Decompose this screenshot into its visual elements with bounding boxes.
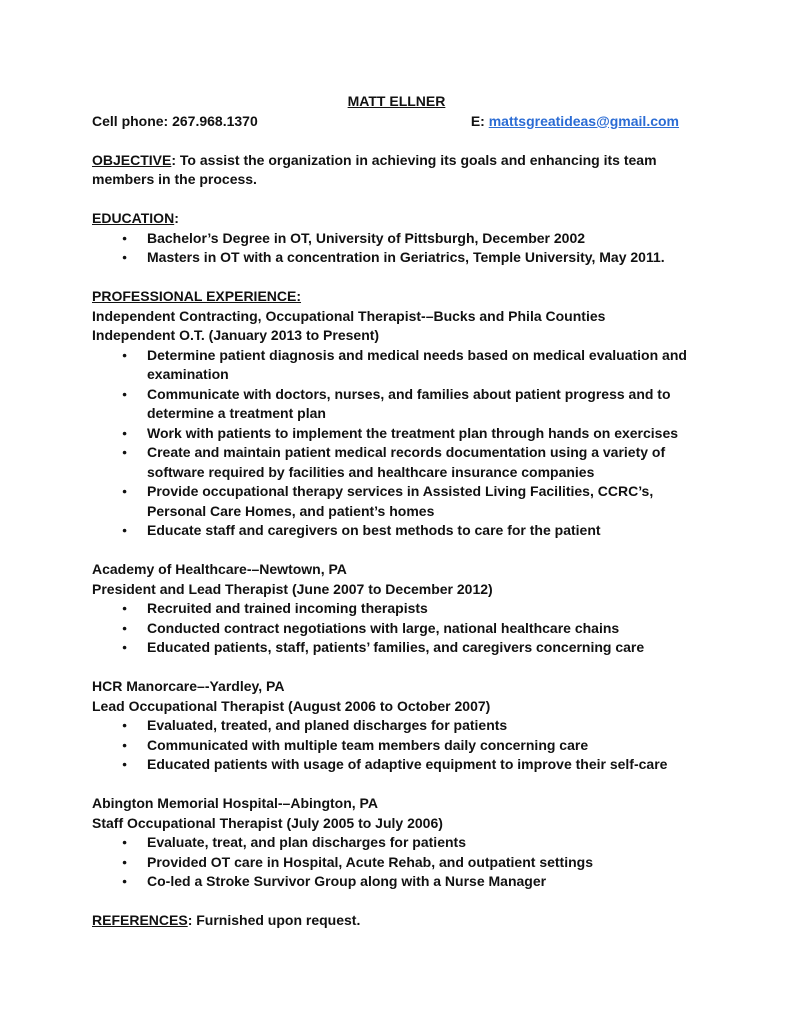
job-bullet xyxy=(92,482,701,521)
bullet-dot-icon xyxy=(120,619,147,639)
job-bullet xyxy=(92,619,701,639)
objective-text: : To assist the organization in achieving its goals and enhancing its team members in the process. xyxy=(92,151,657,187)
job-bullet xyxy=(92,521,701,541)
bullet-dot-icon xyxy=(120,833,147,853)
education-item xyxy=(92,229,701,249)
bullet-dot-icon xyxy=(120,872,147,892)
bullet-dot-icon xyxy=(120,248,147,268)
job-bullet-text: Evaluated, treated, and planed discharges for patients xyxy=(147,717,508,733)
bullet-dot-icon xyxy=(120,716,147,736)
job-bullet-text: Co-led a Stroke Survivor Group along with a Nurse Manager xyxy=(147,873,547,889)
education-heading-line xyxy=(92,209,701,229)
job-bullet-text: Educated patients with usage of adaptive equipment to improve their self-care xyxy=(147,756,668,772)
spacer xyxy=(92,658,701,678)
references-heading: REFERENCES xyxy=(92,912,188,928)
job-bullet xyxy=(92,755,701,775)
job-company: Academy of Healthcare-–Newtown, PA xyxy=(92,561,347,577)
email-group xyxy=(471,112,679,132)
bullet-dot-icon xyxy=(120,521,147,541)
job-bullet xyxy=(92,716,701,736)
spacer xyxy=(92,541,701,561)
job-company: Abington Memorial Hospital-–Abington, PA xyxy=(92,795,378,811)
job-bullet-text: Educate staff and caregivers on best methods to care for the patient xyxy=(147,522,601,538)
objective-heading: OBJECTIVE xyxy=(92,151,172,168)
job-company: HCR Manorcare–-Yardley, PA xyxy=(92,678,285,694)
job-bullet xyxy=(92,385,701,424)
job-bullet xyxy=(92,599,701,619)
job-bullet-text: Create and maintain patient medical records documentation using a variety of software required by facilities and healthcare insurance companies xyxy=(147,444,666,480)
page-title: MATT ELLNER xyxy=(347,93,446,109)
education-heading: EDUCATION xyxy=(92,210,175,226)
job-role: Independent O.T. (January 2013 to Present) xyxy=(92,327,380,343)
education-item-text: Masters in OT with a concentration in Geriatrics, Temple University, May 2011. xyxy=(147,249,665,265)
spacer xyxy=(92,131,701,151)
job-bullet xyxy=(92,872,701,892)
bullet-dot-icon xyxy=(120,229,147,249)
spacer xyxy=(92,190,701,210)
job-bullet xyxy=(92,853,701,873)
cell-phone: Cell phone: 267.968.1370 xyxy=(92,112,258,129)
job-bullet-text: Work with patients to implement the treatment plan through hands on exercises xyxy=(147,424,679,441)
bullet-dot-icon xyxy=(120,443,147,463)
bullet-dot-icon xyxy=(120,736,147,756)
job-bullet xyxy=(92,638,701,658)
job-bullet-text: Educated patients, staff, patients’ families, and caregivers concerning care xyxy=(147,639,645,655)
spacer xyxy=(92,268,701,288)
bullet-dot-icon xyxy=(120,385,147,405)
job-bullet-text: Conducted contract negotiations with large, national healthcare chains xyxy=(147,619,620,636)
bullet-dot-icon xyxy=(120,482,147,502)
job-bullet xyxy=(92,833,701,853)
job-bullet xyxy=(92,443,701,482)
bullet-dot-icon xyxy=(120,853,147,873)
references-text: : Furnished upon request. xyxy=(187,912,361,928)
job-bullet-text: Provide occupational therapy services in Assisted Living Facilities, CCRC’s, Personal Care Homes, and patient’s homes xyxy=(147,483,654,519)
job-role: Lead Occupational Therapist (August 2006 to October 2007) xyxy=(92,697,491,714)
job-bullet-text: Communicated with multiple team members daily concerning care xyxy=(147,736,589,753)
bullet-dot-icon xyxy=(120,346,147,366)
job-bullet xyxy=(92,346,701,385)
job-bullet-text: Provided OT care in Hospital, Acute Rehab, and outpatient settings xyxy=(147,853,593,870)
education-colon: : xyxy=(174,210,179,226)
contact-row xyxy=(92,112,701,132)
job-company: Independent Contracting, Occupational Therapist-–Bucks and Phila Counties xyxy=(92,307,606,324)
job-bullet xyxy=(92,424,701,444)
email-prefix: E: xyxy=(470,112,489,129)
job-bullet-text: Determine patient diagnosis and medical needs based on medical evaluation and examination xyxy=(147,346,687,382)
bullet-dot-icon xyxy=(120,424,147,444)
bullet-dot-icon xyxy=(120,638,147,658)
email-link[interactable]: mattsgreatideas@gmail.com xyxy=(488,112,679,129)
job-bullet xyxy=(92,736,701,756)
bullet-dot-icon xyxy=(120,755,147,775)
education-item-text: Bachelor’s Degree in OT, University of Pittsburgh, December 2002 xyxy=(147,229,586,246)
job-role: Staff Occupational Therapist (July 2005 to July 2006) xyxy=(92,814,443,831)
spacer xyxy=(92,892,701,912)
job-role: President and Lead Therapist (June 2007 to December 2012) xyxy=(92,580,493,597)
objective-paragraph xyxy=(92,151,701,190)
experience-heading: PROFESSIONAL EXPERIENCE: xyxy=(92,288,302,304)
job-bullet-text: Communicate with doctors, nurses, and families about patient progress and to determine a treatment plan xyxy=(147,385,671,421)
experience-heading-line xyxy=(92,287,701,307)
references-paragraph xyxy=(92,911,701,931)
job-bullet-text: Recruited and trained incoming therapists xyxy=(147,600,428,616)
spacer xyxy=(92,775,701,795)
education-item xyxy=(92,248,701,268)
job-bullet-text: Evaluate, treat, and plan discharges for patients xyxy=(147,834,466,850)
bullet-dot-icon xyxy=(120,599,147,619)
